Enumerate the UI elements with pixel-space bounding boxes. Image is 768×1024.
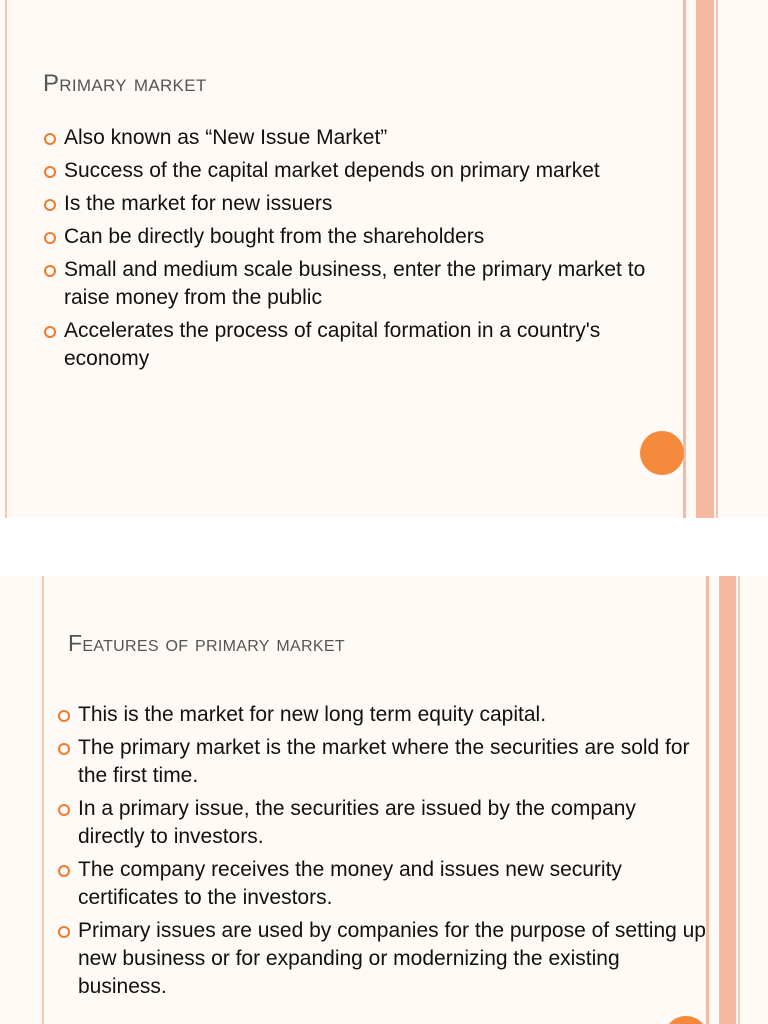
bullet-marker-icon <box>58 926 70 938</box>
slide-features-of-primary-market <box>0 576 768 1024</box>
bullet-item <box>58 917 708 1001</box>
bullet-marker-icon <box>44 232 56 244</box>
bullet-item <box>58 701 708 729</box>
right-stripe-thick <box>719 576 736 1024</box>
left-border-line <box>5 0 7 518</box>
bullet-marker-icon <box>58 804 70 816</box>
bullet-text: In a primary issue, the securities are issued by the company directly to investors. <box>78 797 636 848</box>
right-stripe-thick <box>696 0 714 518</box>
bullet-marker-icon <box>44 326 56 338</box>
bullet-text: The company receives the money and issues new security certificates to the investors. <box>78 858 622 909</box>
bullet-list <box>58 701 708 1006</box>
bullet-text: Can be directly bought from the shareholders <box>64 225 485 248</box>
slide-title: Primary market <box>43 70 207 97</box>
bullet-item <box>44 157 684 185</box>
bullet-text: This is the market for new long term equity capital. <box>78 703 547 726</box>
bullet-marker-icon <box>44 265 56 277</box>
slide-title: Features of primary market <box>68 630 345 656</box>
bullet-text: Success of the capital market depends on primary market <box>64 159 600 182</box>
bullet-marker-icon <box>58 743 70 755</box>
bullet-marker-icon <box>44 199 56 211</box>
accent-circle-icon <box>640 431 684 475</box>
bullet-item <box>44 190 684 218</box>
bullet-item <box>58 856 708 912</box>
bullet-text: The primary market is the market where the securities are sold for the first time. <box>78 736 690 787</box>
bullet-item <box>58 795 708 851</box>
right-stripe-edge <box>738 576 740 1024</box>
bullet-text: Also known as “New Issue Market” <box>64 126 388 149</box>
bullet-text: Accelerates the process of capital formation in a country's economy <box>64 319 601 370</box>
bullet-marker-icon <box>58 865 70 877</box>
bullet-marker-icon <box>44 166 56 178</box>
bullet-text: Is the market for new issuers <box>64 192 333 215</box>
accent-circle-icon <box>664 1016 708 1024</box>
bullet-text: Primary issues are used by companies for the purpose of setting up new business or for expanding or modernizing the existing business. <box>78 919 706 998</box>
bullet-item <box>58 734 708 790</box>
right-stripe-edge <box>716 0 718 518</box>
bullet-list <box>44 124 684 378</box>
bullet-text: Small and medium scale business, enter the primary market to raise money from the public <box>64 258 646 309</box>
bullet-marker-icon <box>44 133 56 145</box>
bullet-item <box>44 317 684 373</box>
left-border-line <box>42 576 44 1024</box>
bullet-item <box>44 256 684 312</box>
bullet-item <box>44 124 684 152</box>
bullet-marker-icon <box>58 710 70 722</box>
bullet-item <box>44 223 684 251</box>
